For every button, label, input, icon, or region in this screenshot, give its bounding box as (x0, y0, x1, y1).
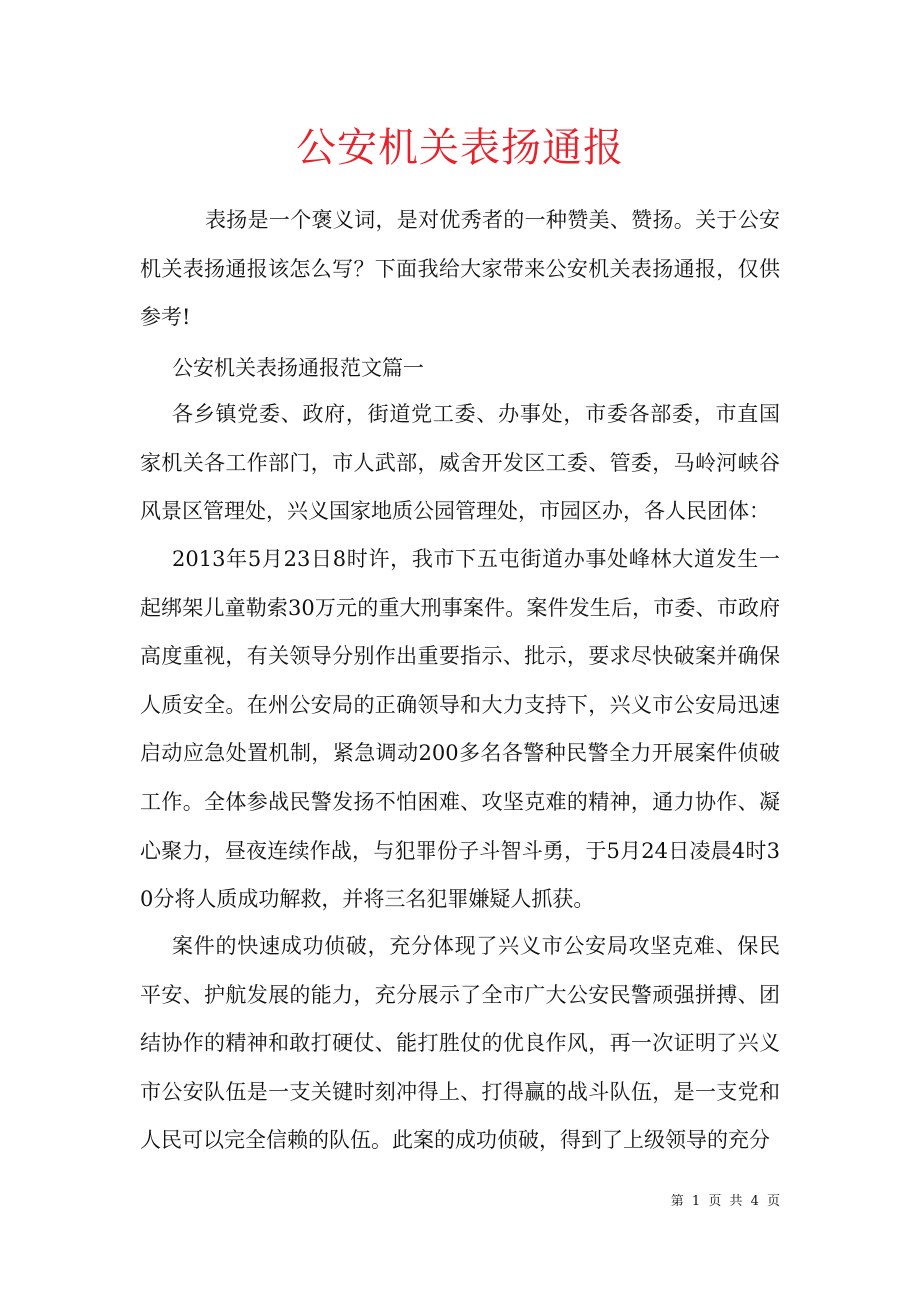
praise-paragraph: 案件的快速成功侦破，充分体现了兴义市公安局攻坚克难、保民平安、护航发展的能力，充分展示了全市广大公安民警顽强拼搏、团结协作的精神和敢打硬仗、能打胜仗的优良作风，再一次证明了兴义市公安队伍是一支关键时刻冲得上、打得赢的战斗队伍，是一支党和人民可以完全信赖的队伍。此案的成功侦破，得到了上级领导的充分 (140, 934, 780, 1153)
document-title: 公安机关表扬通报 (296, 125, 624, 171)
page-indicator: 第 1 页 共 4 页 (670, 1194, 780, 1209)
intro-paragraph: 表扬是一个褒义词，是对优秀者的一种赞美、赞扬。关于公安机关表扬通报该怎么写？下面我给大家带来公安机关表扬通报，仅供参考! (140, 208, 780, 330)
section-subtitle: 公安机关表扬通报范文篇一 (172, 356, 424, 380)
event-paragraph: 2013年5月23日8时许，我市下五屯街道办事处峰林大道发生一起绑架儿童勒索30万元的重大刑事案件。案件发生后，市委、市政府高度重视，有关领导分别作出重要指示、批示，要求尽快破案并确保人质安全。在州公安局的正确领导和大力支持下，兴义市公安局迅速启动应急处置机制，紧急调动200多名各警种民警全力开展案件侦破工作。全体参战民警发扬不怕困难、攻坚克难的精神，通力协作、凝心聚力，昼夜连续作战，与犯罪份子斗智斗勇，于5月24日凌晨4时30分将人质成功解救，并将三名犯罪嫌疑人抓获。 (140, 547, 780, 912)
salutation-paragraph: 各乡镇党委、政府，街道党工委、办事处，市委各部委，市直国家机关各工作部门，市人武部，威舍开发区工委、管委，马岭河峡谷风景区管理处，兴义国家地质公园管理处，市园区办，各人民团体： (140, 402, 780, 524)
